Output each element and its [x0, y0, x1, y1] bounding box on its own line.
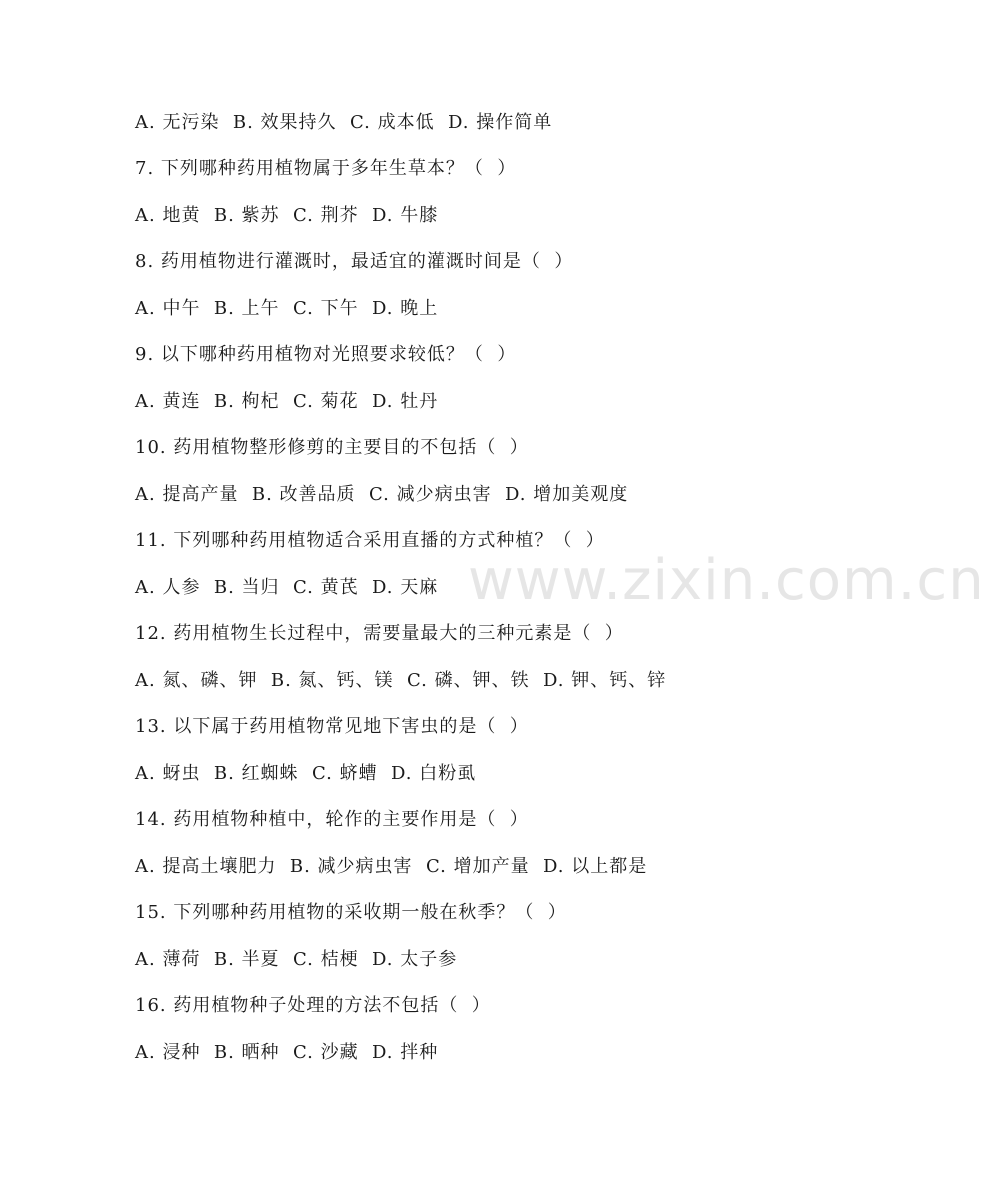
options-line-q16: A. 浸种 B. 晒种 C. 沙藏 D. 拌种 — [135, 1042, 439, 1063]
options-line-q8: A. 中午 B. 上午 C. 下午 D. 晚上 — [135, 298, 439, 319]
question-14: 14. 药用植物种植中，轮作的主要作用是（ ） — [135, 809, 529, 830]
options-line-q9: A. 黄连 B. 枸杞 C. 菊花 D. 牡丹 — [135, 391, 439, 412]
options-line-q12: A. 氮、磷、钾 B. 氮、钙、镁 C. 磷、钾、铁 D. 钾、钙、锌 — [135, 670, 667, 691]
options-line-q7: A. 地黄 B. 紫苏 C. 荆芥 D. 牛膝 — [135, 205, 439, 226]
options-line-q10: A. 提高产量 B. 改善品质 C. 减少病虫害 D. 增加美观度 — [135, 484, 629, 505]
question-16: 16. 药用植物种子处理的方法不包括（ ） — [135, 995, 491, 1016]
options-line-q14: A. 提高土壤肥力 B. 减少病虫害 C. 增加产量 D. 以上都是 — [135, 856, 648, 877]
options-line-q15: A. 薄荷 B. 半夏 C. 桔梗 D. 太子参 — [135, 949, 458, 970]
question-8: 8. 药用植物进行灌溉时，最适宜的灌溉时间是（ ） — [135, 251, 574, 272]
question-13: 13. 以下属于药用植物常见地下害虫的是（ ） — [135, 716, 529, 737]
question-12: 12. 药用植物生长过程中，需要量最大的三种元素是（ ） — [135, 623, 624, 644]
options-line-q11: A. 人参 B. 当归 C. 黄芪 D. 天麻 — [135, 577, 439, 598]
options-line-q13: A. 蚜虫 B. 红蜘蛛 C. 蛴螬 D. 白粉虱 — [135, 763, 477, 784]
question-10: 10. 药用植物整形修剪的主要目的不包括（ ） — [135, 437, 529, 458]
question-7: 7. 下列哪种药用植物属于多年生草本？（ ） — [135, 158, 517, 179]
watermark: www.zixin.com.cn — [468, 548, 985, 613]
question-9: 9. 以下哪种药用植物对光照要求较低？（ ） — [135, 344, 517, 365]
question-11: 11. 下列哪种药用植物适合采用直播的方式种植？（ ） — [135, 530, 605, 551]
question-15: 15. 下列哪种药用植物的采收期一般在秋季？（ ） — [135, 902, 567, 923]
options-line-q6: A. 无污染 B. 效果持久 C. 成本低 D. 操作简单 — [135, 112, 553, 133]
